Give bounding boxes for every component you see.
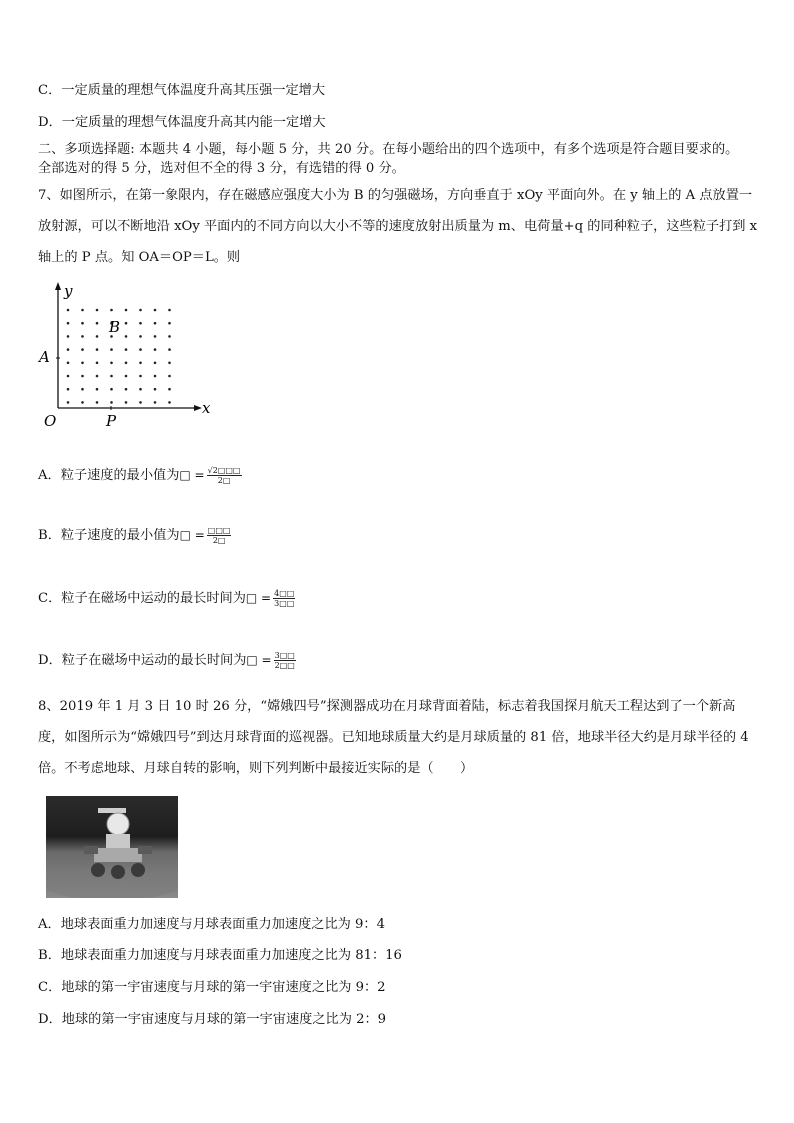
- field-dot: [168, 309, 171, 312]
- field-dot: [154, 388, 157, 391]
- field-dot: [110, 401, 113, 404]
- field-dot: [110, 348, 113, 351]
- q7-option-d-lhs: □ =: [246, 653, 272, 667]
- q7-option-b-text: B．粒子速度的最小值为: [38, 528, 180, 543]
- q7-figure: [36, 280, 226, 430]
- q7-option-a-lhs: □ =: [179, 468, 205, 482]
- q7-option-d-fraction: [274, 651, 296, 670]
- x-axis-label: x: [202, 399, 211, 417]
- field-dot: [168, 335, 171, 338]
- q7-stem: 7、如图所示，在第一象限内，存在磁感应强度大小为 B 的匀强磁场，方向垂直于 xOy 平面向外。在 y 轴上的 A 点放置一放射源，可以不断地沿 xOy 平面内的不同方向以大小不等的速度放射出质量为 m、电荷量+q 的同种粒子，这些粒子打到 x 轴上的 P 点。知 OA＝OP＝L。则: [38, 188, 758, 265]
- q8-option-d: D．地球的第一宇宙速度与月球的第一宇宙速度之比为 2：9: [38, 1012, 387, 1027]
- field-dot: [110, 362, 113, 365]
- field-dot: [67, 322, 70, 325]
- field-dot: [168, 322, 171, 325]
- field-dot: [67, 309, 70, 312]
- q7-option-c-numerator: 4□□: [274, 589, 295, 598]
- field-dot: [96, 322, 99, 325]
- q7-option-a-fraction: [207, 466, 242, 485]
- point-a-label: A: [39, 348, 50, 366]
- q7-option-b-denominator: 2□: [212, 536, 226, 545]
- y-axis-arrow: [55, 282, 61, 290]
- field-dot: [154, 362, 157, 365]
- field-dot: [139, 375, 142, 378]
- field-dot: [81, 401, 84, 404]
- q7-option-b-fraction: [207, 526, 232, 545]
- field-dot: [81, 362, 84, 365]
- field-dot: [81, 322, 84, 325]
- q7-option-d: [38, 651, 296, 670]
- lunar-rover-photo: [46, 796, 178, 898]
- q7-option-b-numerator: □□□: [207, 526, 231, 535]
- field-dot: [67, 388, 70, 391]
- field-dot: [168, 375, 171, 378]
- field-dot: [96, 335, 99, 338]
- q7-option-d-denominator: 2□□: [274, 661, 295, 670]
- field-dot: [139, 348, 142, 351]
- section2-instructions-line1: 二、多项选择题: 本题共 4 小题，每小题 5 分，共 20 分。在每小题给出的四个选项中，有多个选项是符合题目要求的。: [38, 142, 739, 157]
- field-dot: [81, 375, 84, 378]
- field-dot: [125, 335, 128, 338]
- field-dot: [168, 388, 171, 391]
- q8-option-a: A．地球表面重力加速度与月球表面重力加速度之比为 9：4: [38, 917, 385, 932]
- field-dot: [96, 309, 99, 312]
- field-dot: [139, 309, 142, 312]
- field-dot: [168, 348, 171, 351]
- field-dot: [139, 335, 142, 338]
- q8-stem: 8、2019 年 1 月 3 日 10 时 26 分，“嫦娥四号”探测器成功在月球背面着陆，标志着我国探月航天工程达到了一个新高度，如图所示为“嫦娥四号”到达月球背面的巡视器。已知地球质量大约是月球质量的 81 倍，地球半径大约是月球半径的 4 倍。不考虑地球、月球自转的影响，则下列判断中最接近实际的是（ ）: [38, 699, 749, 776]
- field-dot: [139, 322, 142, 325]
- field-dot: [96, 348, 99, 351]
- field-dot: [67, 348, 70, 351]
- field-dot: [67, 335, 70, 338]
- q7-option-a-text: A．粒子速度的最小值为: [38, 468, 180, 483]
- y-axis-label: y: [64, 282, 73, 300]
- field-dot: [125, 322, 128, 325]
- field-dot: [154, 401, 157, 404]
- q7-option-d-numerator: 3□□: [274, 651, 295, 660]
- field-dot: [168, 362, 171, 365]
- q7-option-c-text: C．粒子在磁场中运动的最长时间为: [38, 591, 246, 606]
- q7-option-b: [38, 526, 231, 545]
- q6-option-d: D．一定质量的理想气体温度升高其内能一定增大: [38, 115, 326, 130]
- q7-option-a: [38, 466, 242, 485]
- field-dot: [81, 335, 84, 338]
- x-axis-arrow: [194, 405, 202, 411]
- q7-option-c: [38, 589, 295, 608]
- q7-option-a-denominator: 2□: [217, 476, 231, 485]
- field-dot: [139, 401, 142, 404]
- field-dot: [154, 322, 157, 325]
- point-p-label: P: [106, 412, 117, 430]
- q8-option-b: B．地球表面重力加速度与月球表面重力加速度之比为 81：16: [38, 948, 402, 963]
- field-dot: [139, 388, 142, 391]
- field-dot: [67, 401, 70, 404]
- field-dot: [154, 335, 157, 338]
- field-dot: [110, 375, 113, 378]
- field-dot: [125, 309, 128, 312]
- q7-option-b-lhs: □ =: [179, 528, 205, 542]
- field-dot: [125, 401, 128, 404]
- field-dot: [154, 309, 157, 312]
- field-dot: [110, 309, 113, 312]
- field-dot: [168, 401, 171, 404]
- field-dot: [125, 348, 128, 351]
- field-dot: [81, 388, 84, 391]
- field-dot: [81, 348, 84, 351]
- field-dot: [154, 375, 157, 378]
- q7-option-d-text: D．粒子在磁场中运动的最长时间为: [38, 653, 247, 668]
- field-dot: [67, 362, 70, 365]
- field-dot: [125, 388, 128, 391]
- field-dot: [125, 362, 128, 365]
- section2-instructions-line2: 全部选对的得 5 分，选对但不全的得 3 分，有选错的得 0 分。: [38, 161, 405, 176]
- q7-option-a-numerator: √2□□□: [207, 466, 241, 475]
- field-dot: [96, 401, 99, 404]
- q7-option-c-denominator: 3□□: [274, 599, 295, 608]
- q6-option-c: C．一定质量的理想气体温度升高其压强一定增大: [38, 83, 326, 98]
- q8-option-c: C．地球的第一宇宙速度与月球的第一宇宙速度之比为 9：2: [38, 980, 386, 995]
- field-dot: [96, 388, 99, 391]
- field-dot: [96, 375, 99, 378]
- field-dot: [125, 375, 128, 378]
- q7-option-c-fraction: [273, 589, 295, 608]
- field-dot: [139, 362, 142, 365]
- origin-label: O: [44, 412, 57, 430]
- field-dot: [154, 348, 157, 351]
- field-dot: [67, 375, 70, 378]
- field-dot: [110, 388, 113, 391]
- field-dot: [96, 362, 99, 365]
- field-dot: [81, 309, 84, 312]
- field-b-label: B: [109, 318, 121, 336]
- q7-option-c-lhs: □ =: [245, 591, 272, 605]
